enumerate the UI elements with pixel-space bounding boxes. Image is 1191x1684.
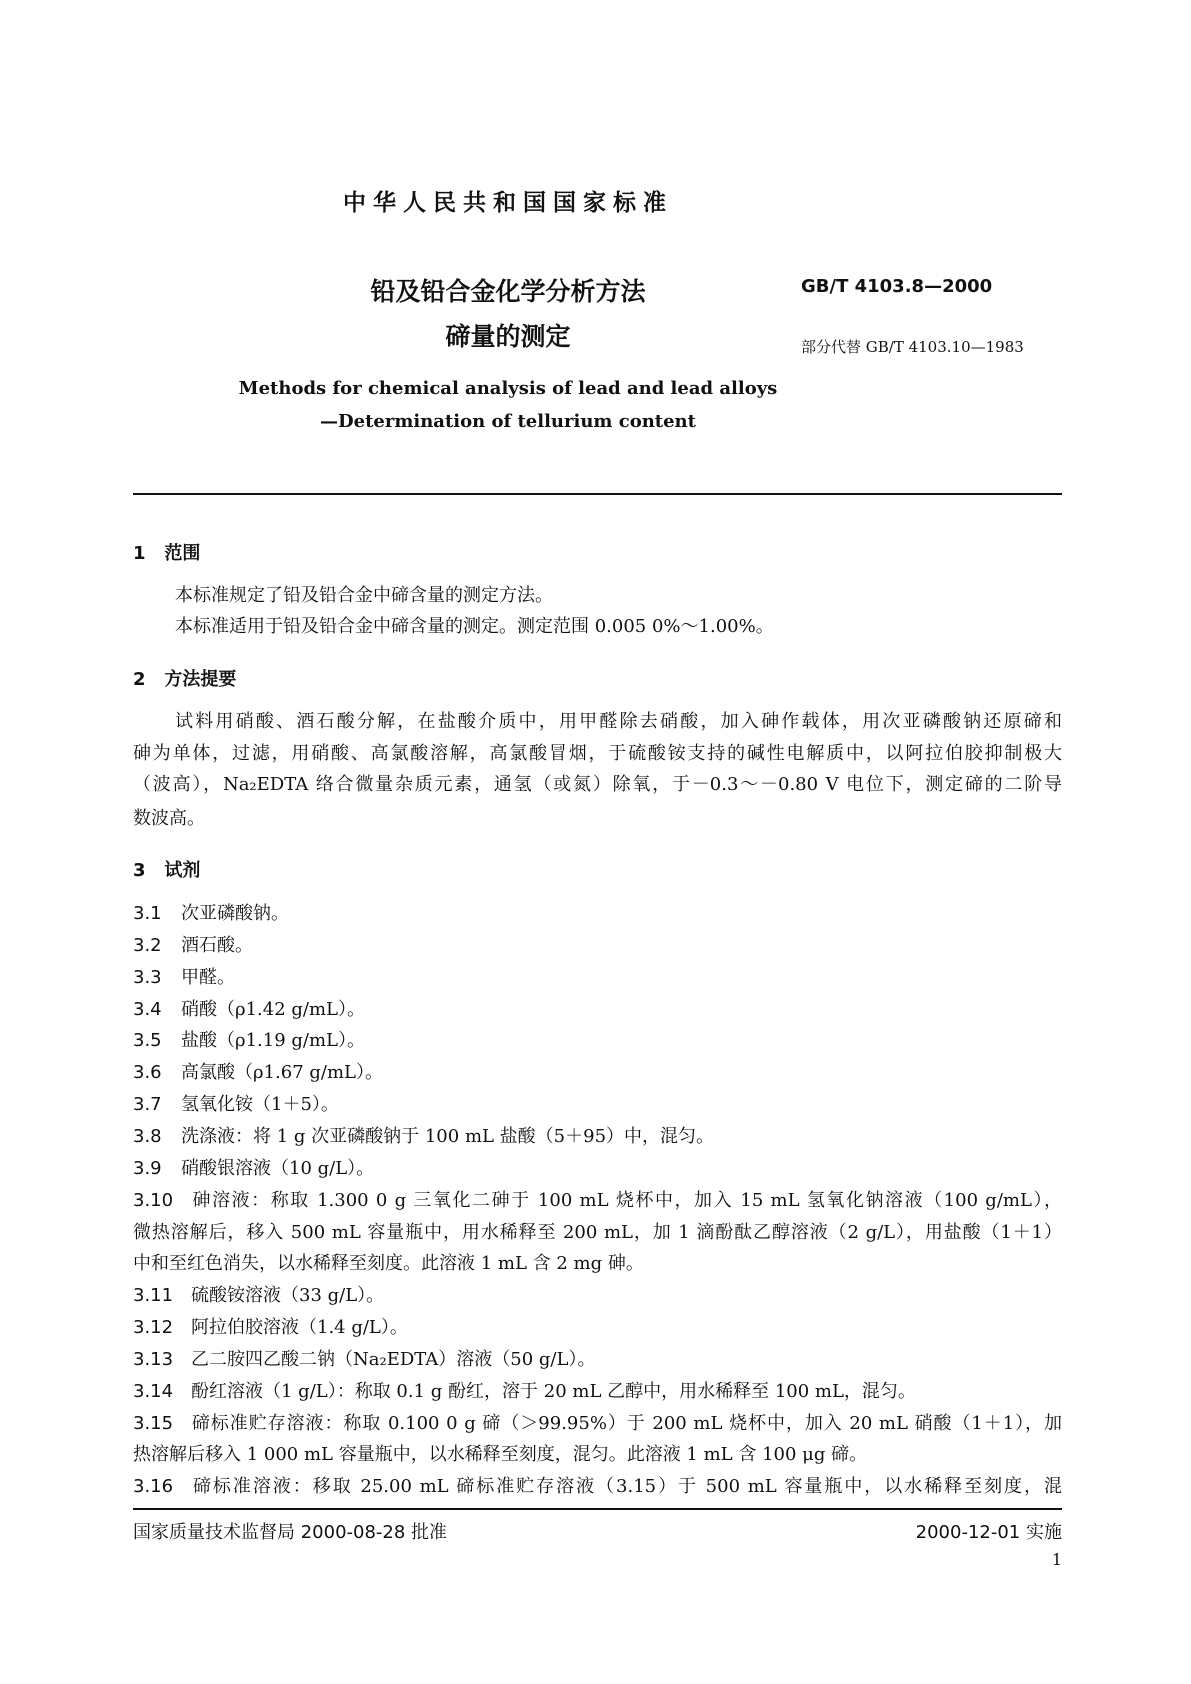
reagent-number: 3.13: [133, 1348, 174, 1370]
reagent-text: 盐酸（ρ1.19 g/mL）。: [181, 1030, 365, 1052]
reagent-item: [133, 967, 235, 989]
reagent-item: [133, 1285, 384, 1307]
section-1-heading: [133, 539, 200, 565]
reagent-item: [133, 1381, 916, 1403]
reagent-item: [133, 1030, 365, 1052]
reagent-item: [133, 1349, 595, 1371]
reagent-number: 3.14: [133, 1380, 174, 1402]
paragraph-line: 试料用硝酸、酒石酸分解，在盐酸介质中，用甲醛除去硝酸，加入砷作载体，用次亚磷酸钠还原碲和: [175, 711, 1062, 732]
reagent-text: 硝酸银溶液（10 g/L）。: [181, 1157, 375, 1179]
section-3-heading: [133, 856, 200, 882]
reagent-text: 阿拉伯胶溶液（1.4 g/L）。: [191, 1317, 408, 1339]
reagent-number: 3.16: [133, 1476, 174, 1498]
approval-text: 国家质量技术监督局 2000-08-28 批准: [133, 1522, 448, 1543]
effective-date: 2000-12-01 实施: [915, 1522, 1062, 1543]
standard-code: GB/T 4103.8—2000: [801, 276, 993, 297]
section-number: 1: [133, 543, 146, 564]
reagent-item: [133, 1158, 374, 1180]
reagent-text: 碲标准贮存溶液：称取 0.100 0 g 碲（＞99.95%）于 200 mL 烧杯中，加入 20 mL 硝酸（1＋1），加: [191, 1412, 1062, 1434]
reagent-text: 乙二胺四乙酸二钠（Na₂EDTA）溶液（50 g/L）。: [191, 1348, 596, 1370]
reagent-continuation: 热溶解后移入 1 000 mL 容量瓶中，以水稀释至刻度，混匀。此溶液 1 mL 含 100 μg 碲。: [133, 1444, 868, 1466]
reagent-text: 氢氧化铵（1＋5）。: [181, 1094, 339, 1116]
reagent-number: 3.1: [133, 903, 162, 924]
reagent-item: [133, 999, 365, 1021]
reagent-item: [133, 935, 253, 957]
paragraph-line: 数波高。: [133, 808, 205, 829]
reagent-text: 酚红溶液（1 g/L）：称取 0.1 g 酚红，溶于 20 mL 乙醇中，用水稀释至 100 mL，混匀。: [191, 1380, 916, 1402]
paragraph-line: （波高），Na₂EDTA 络合微量杂质元素，通氢（或氮）除氧，于－0.3～－0.80 V 电位下，测定碲的二阶导: [133, 774, 1062, 795]
reagent-text: 砷溶液：称取 1.300 0 g 三氧化二砷于 100 mL 烧杯中，加入 15 mL 氢氧化钠溶液（100 g/mL），: [191, 1189, 1062, 1211]
reagent-item: [133, 1062, 383, 1084]
reagent-number: 3.5: [133, 1030, 162, 1052]
english-title-line-2: —Determination of tellurium content: [320, 411, 696, 432]
reagent-number: 3.4: [133, 998, 162, 1020]
english-title-line-1: Methods for chemical analysis of lead and lead alloys: [238, 378, 778, 399]
reagent-item: [133, 1413, 1062, 1435]
reagent-number: 3.11: [133, 1285, 174, 1307]
paragraph-line: 本标准规定了铅及铅合金中碲含量的测定方法。: [175, 585, 553, 606]
reagent-number: 3.6: [133, 1062, 162, 1084]
reagent-item: [133, 1094, 339, 1116]
reagent-item: [133, 1126, 714, 1148]
reagent-number: 3.7: [133, 1094, 162, 1116]
section-title: 方法提要: [164, 669, 237, 690]
reagent-text: 次亚磷酸钠。: [181, 903, 289, 924]
reagent-text: 酒石酸。: [181, 934, 253, 956]
section-number: 3: [133, 860, 146, 881]
reagent-text: 高氯酸（ρ1.67 g/mL）。: [181, 1062, 383, 1084]
reagent-number: 3.12: [133, 1317, 174, 1339]
reagent-text: 甲醛。: [181, 966, 235, 988]
reagent-text: 洗涤液：将 1 g 次亚磷酸钠于 100 mL 盐酸（5＋95）中，混匀。: [181, 1125, 715, 1147]
reagent-number: 3.3: [133, 966, 162, 988]
paragraph-line: 本标准适用于铅及铅合金中碲含量的测定。测定范围 0.005 0%～1.00%。: [175, 616, 774, 637]
reagent-item: [133, 1317, 408, 1339]
reagent-item: [133, 1476, 1062, 1498]
reagent-text: 碲标准溶液：移取 25.00 mL 碲标准贮存溶液（3.15）于 500 mL 容量瓶中，以水稀释至刻度，混: [191, 1476, 1062, 1498]
title-line-1: 铅及铅合金化学分析方法: [370, 277, 646, 306]
page-number: 1: [1051, 1550, 1062, 1569]
section-2-heading: [133, 665, 236, 691]
reagent-number: 3.8: [133, 1125, 162, 1147]
section-title: 试剂: [164, 860, 201, 881]
replaces-note: 部分代替 GB/T 4103.10—1983: [801, 338, 1024, 356]
reagent-text: 硝酸（ρ1.42 g/mL）。: [181, 998, 365, 1020]
national-standard-header: 中华人民共和国国家标准: [343, 190, 673, 216]
reagent-text: 硫酸铵溶液（33 g/L）。: [191, 1285, 385, 1307]
reagent-item: [133, 1190, 1062, 1212]
reagent-continuation: 中和至红色消失，以水稀释至刻度。此溶液 1 mL 含 2 mg 砷。: [133, 1253, 644, 1275]
reagent-number: 3.2: [133, 934, 162, 956]
reagent-number: 3.9: [133, 1157, 162, 1179]
footer-rule: [133, 1508, 1062, 1510]
section-title: 范围: [164, 543, 201, 564]
reagent-item: [133, 903, 289, 925]
section-number: 2: [133, 669, 146, 690]
reagent-number: 3.15: [133, 1412, 174, 1434]
title-line-2: 碲量的测定: [445, 322, 571, 351]
reagent-continuation: 微热溶解后，移入 500 mL 容量瓶中，用水稀释至 200 mL，加 1 滴酚酞乙醇溶液（2 g/L），用盐酸（1＋1）: [133, 1221, 1062, 1243]
reagent-number: 3.10: [133, 1189, 174, 1211]
header-rule: [133, 493, 1062, 495]
paragraph-line: 砷为单体，过滤，用硝酸、高氯酸溶解，高氯酸冒烟，于硫酸铵支持的碱性电解质中，以阿拉伯胶抑制极大: [133, 743, 1062, 764]
